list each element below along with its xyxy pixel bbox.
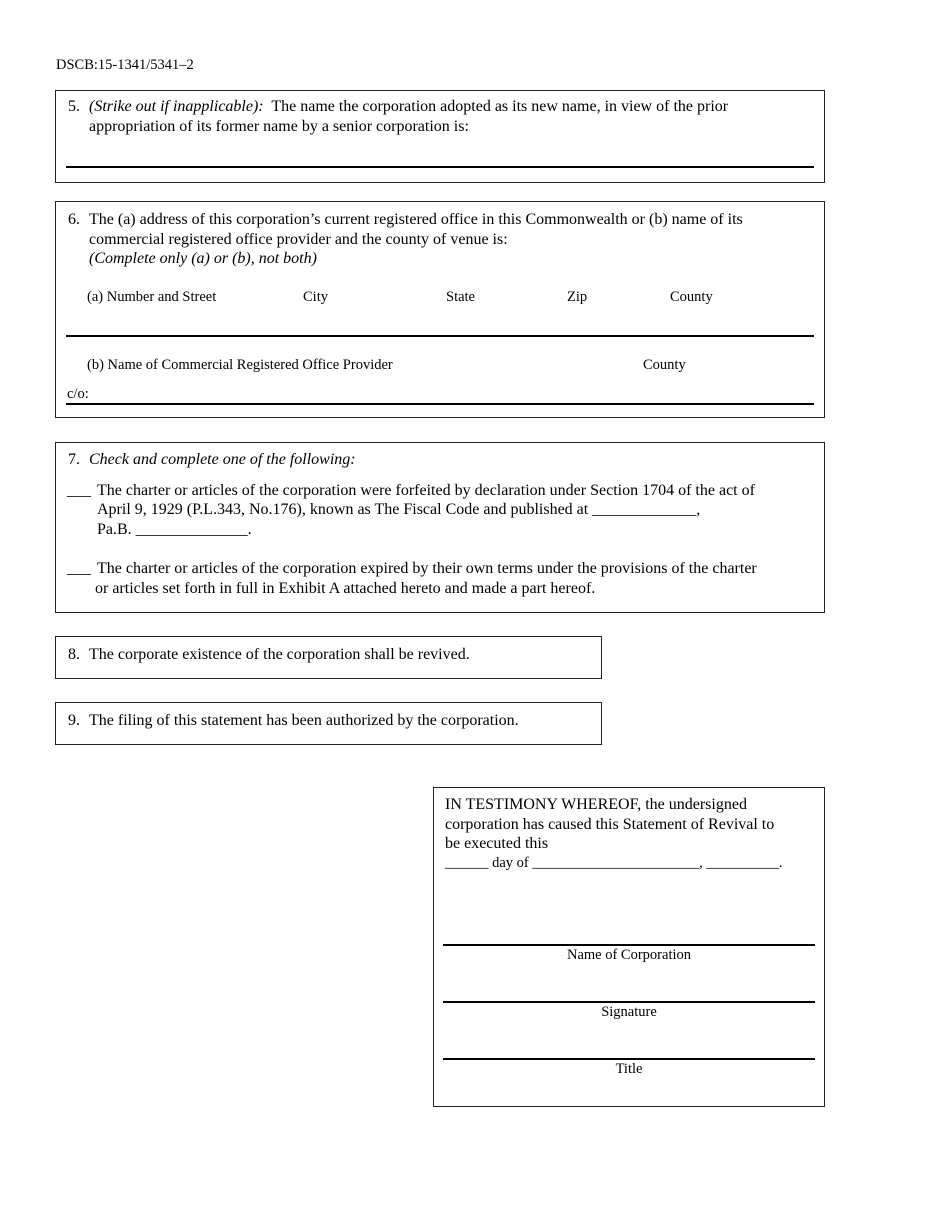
option-forfeited-text-2: April 9, 1929 (P.L.343, No.176), known as The Fiscal Code and published at _____________,: [97, 501, 701, 518]
section-5-text-1: The name the corporation adopted as its new name, in view of the prior: [271, 98, 729, 115]
testimony-box: [433, 787, 825, 1107]
section-6-text-1: The (a) address of this corporation’s current registered office in this Commonwealth or (b) name of its: [89, 211, 743, 228]
option-forfeited-text-1: The charter or articles of the corporation were forfeited by declaration under Section 1704 of the act of: [97, 482, 755, 499]
section-8-number: 8.: [68, 646, 80, 663]
testimony-line-3: be executed this: [445, 835, 549, 852]
label-title: Title: [615, 1061, 643, 1077]
option-expired-text-2: or articles set forth in full in Exhibit A attached hereto and made a part hereof.: [95, 580, 596, 597]
section-8-box: [55, 636, 602, 679]
section-6-instruction: (Complete only (a) or (b), not both): [89, 250, 317, 267]
section-9-text: The filing of this statement has been authorized by the corporation.: [89, 712, 519, 729]
testimony-line-2: corporation has caused this Statement of Revival to: [445, 816, 775, 833]
section-9-number: 9.: [68, 712, 80, 729]
section-6-text-2: commercial registered office provider and the county of venue is:: [89, 231, 508, 248]
section-6-box: [55, 201, 825, 418]
section-8-text: The corporate existence of the corporation shall be revived.: [89, 646, 470, 663]
option-expired-checkbox[interactable]: ___: [67, 560, 91, 577]
section-7-heading: Check and complete one of the following:: [89, 451, 356, 468]
section-5-box: [55, 90, 825, 183]
section-5-line-1: [89, 97, 809, 117]
execution-date-field[interactable]: ______ day of _______________________, __________.: [445, 855, 783, 871]
label-name-of-corporation: Name of Corporation: [566, 947, 692, 963]
section-5-number: 5.: [68, 98, 80, 115]
form-code: DSCB:15-1341/5341–2: [56, 57, 194, 73]
section-5-italic-lead: (Strike out if inapplicable):: [89, 98, 264, 115]
label-state: State: [446, 289, 475, 305]
section-5-name-field[interactable]: [66, 166, 814, 168]
label-county-a: County: [670, 289, 713, 305]
option-forfeited-text-3: Pa.B. ______________.: [97, 521, 252, 538]
registered-office-address-field[interactable]: [66, 335, 814, 337]
option-expired-text-1: The charter or articles of the corporation expired by their own terms under the provisions of the charter: [97, 560, 757, 577]
section-9-box: [55, 702, 602, 745]
label-county-b: County: [643, 357, 686, 373]
label-care-of: c/o:: [67, 386, 89, 402]
label-number-and-street: (a) Number and Street: [87, 289, 217, 305]
section-7-box: [55, 442, 825, 613]
section-6-number: 6.: [68, 211, 80, 228]
provider-name-field[interactable]: [66, 403, 814, 405]
label-zip: Zip: [567, 289, 588, 305]
option-forfeited-checkbox[interactable]: ___: [67, 482, 91, 499]
testimony-line-1: IN TESTIMONY WHEREOF, the undersigned: [445, 796, 747, 813]
label-signature: Signature: [601, 1004, 657, 1020]
label-city: City: [303, 289, 328, 305]
section-7-number: 7.: [68, 451, 80, 468]
section-5-text-2: appropriation of its former name by a senior corporation is:: [89, 118, 469, 135]
label-provider-name: (b) Name of Commercial Registered Office Provider: [87, 357, 393, 373]
